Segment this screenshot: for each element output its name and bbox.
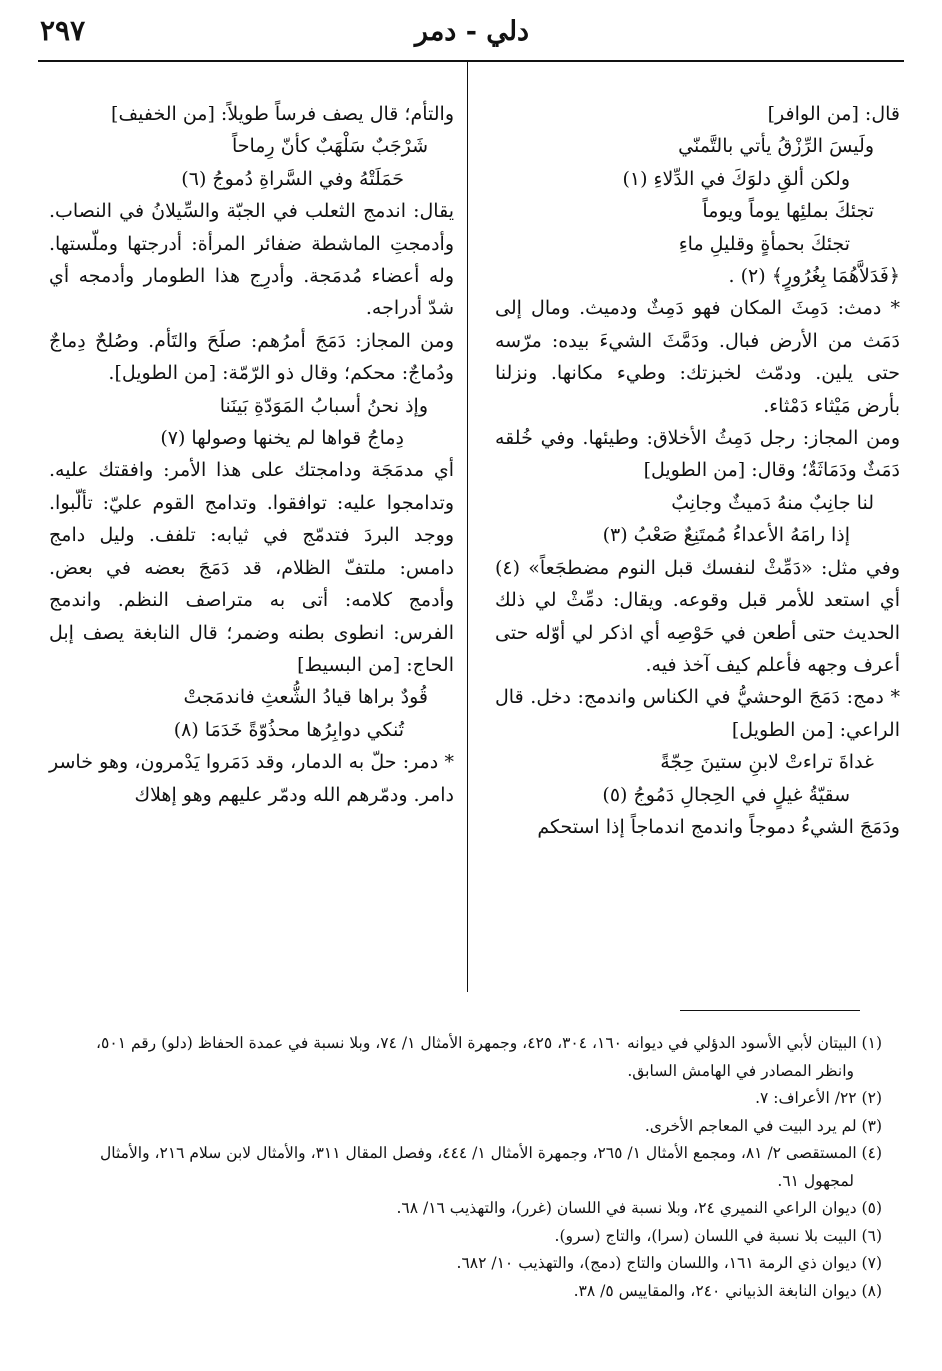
paragraph: ومن المجاز: رجل دَمِثُ الأخلاق: وطيئها. وفي خُلقه دَمَثٌ ودَمَاثَةٌ؛ وقال: [من الطويل] [495, 427, 900, 482]
paragraph: والتأم؛ قال يصف فرساً طويلاً: [من الخفيف] [111, 103, 454, 125]
verse-line: إذا رامَهُ الأعداءُ مُمتَنِعٌ صَعْبُ (٣) [602, 524, 850, 547]
left-column [49, 98, 454, 811]
paragraph: قال: [من الوافر] [767, 103, 900, 125]
paragraph: ومن المجاز: دَمَجَ أمرُهم: صلَحَ والتَأم. وصُلحٌ دِماجٌ ودُماجٌ: محكم؛ وقال ذو الرّمّة: [من الطويل]. [49, 329, 454, 385]
verse-line: لنا جانِبٌ منهُ دَميثٌ وجانِبٌ [671, 491, 874, 514]
footnote: (٣) لم يرد البيت في المعاجم الأخرى. [644, 1116, 882, 1135]
footnote: (٥) ديوان الراعي النميري ٢٤، وبلا نسبة في اللسان (غرر)، والتهذيب ١٦/ ٦٨. [396, 1199, 882, 1217]
entry-damar: * دمر: حلّ به الدمار، وقد دَمَروا يَدْمرون، وهو خاسر دامر. ودمّرهم الله ودمّر عليهم وهو إهلاك [49, 751, 454, 806]
header-rule [38, 60, 904, 62]
entry-damath: * دمث: دَمِثَ المكان فهو دَمِثٌ ودميث. ومال إلى دَمَث من الأرض فبال. ودَمَّثَ الشيءَ بيده: مرّسه حتى يلين. ودمّث لخبزتك: وطيء مكانها. ونزلنا بأرض مَيْثاء دَمْثاء. [495, 297, 900, 417]
verse-line: ولَيسَ الرِّزْقُ يأتي بالتَّمنّي [678, 135, 874, 158]
running-head: دلي - دمر [414, 16, 530, 47]
verse-line: دِماجُ قواها لم يخنها وصولها (٧) [160, 427, 404, 450]
paragraph: يقال: اندمج الثعلب في الجبّة والسِّيلانُ في النصاب. وأدمجتِ الماشطة ضفائر المرأة: أدرجتها وملّستها. وله أعضاء مُدمَجة. وأدرِج هذا الطومار وأدمجه أي شدّ أدراجه. [49, 200, 454, 320]
page-number: ٢٩٧ [40, 14, 86, 47]
verse-line: حَمَلَتْهُ وفي السَّراةِ دُموجُ (٦) [181, 167, 404, 190]
verse-line: تجئكَ بملئِها يوماً ويوماً [702, 200, 874, 223]
verse-line: وإذ نحنُ أسبابُ المَوَدّةِ بَينَنا [219, 394, 428, 417]
verse-line: شَرْجَبٌ سَلْهَبٌ كأنّ رِماحاً [231, 135, 428, 158]
quran-quote: ﴿فَدَلاَّهُمَا بِغُرُورٍ﴾ (٢) . [728, 265, 900, 288]
footnote: (١) البيتان لأبي الأسود الدؤلي في ديوانه ١٦٠، ٣٠٤، ٤٢٥، وجمهرة الأمثال ١/ ٧٤، وبلا نسبة في عمدة الحفاظ (دلو) رقم ٥٠١، وانظر المصادر في الهامش السابق. [96, 1034, 882, 1080]
footnote: (٦) البيت بلا نسبة في اللسان (سرا)، والتاج (سرو). [554, 1226, 882, 1245]
footnote: (٧) ديوان ذي الرمة ١٦١، واللسان والتاج (دمج)، والتهذيب ١٠/ ٦٨٢. [456, 1254, 882, 1272]
entry-damaj: * دمج: دَمَجَ الوحشيُّ في الكناس واندمج: دخل. قال الراعي: [من الطويل] [495, 686, 900, 741]
footnote: (٢) ٢٢/ الأعراف: ٧. [755, 1089, 882, 1107]
footnote: (٨) ديوان النابغة الذبياني ٢٤٠، والمقاييس ٥/ ٣٨. [573, 1281, 882, 1300]
verse-line: غداةَ تراءتْ لابنِ ستينَ حِجّةً [660, 751, 874, 774]
paragraph: ودَمَجَ الشيءُ دموجاً واندمج اندماجاً إذا استحكم [537, 815, 900, 838]
right-column [495, 98, 900, 843]
paragraph: وفي مثل: «دَمِّثْ لنفسك قبل النوم مضطجَعاً» (٤) أي استعد للأمر قبل وقوعه. ويقال: دمِّثْ لي ذلك الحديث حتى أطعن في حَوْصِه أي اذكر لي أوّله حتى أعرف وجهه فأعلم كيف آخذ فيه. [495, 556, 900, 676]
verse-line: تجئكَ بحمأةٍ وقليلِ ماءِ [678, 232, 850, 255]
footnotes [62, 1030, 882, 1305]
verse-line: ولكن ألقِ دلوَكَ في الدِّلاءِ (١) [622, 167, 850, 190]
column-divider [467, 62, 468, 992]
footnote-rule [680, 1010, 860, 1011]
page-header [40, 14, 904, 54]
paragraph: أي مدمَجَة ودامجتك على هذا الأمر: وافقتك عليه. وتدامجوا عليه: توافقوا. وتدامج القوم عليّ: تألّبوا. ووجد البردَ فتدمّج في ثيابه: تلفف. وليل دامج دامس: ملتفّ الظلام، قد دَمَجَ بعضه في بعض. وأدمج كلامه: أتى به متراصف النظم. واندمج الفرس: انطوى بطنه وضمر؛ قال النابغة يصف إبل الحاج: [من البسيط] [49, 459, 454, 676]
footnote: (٤) المستقصى ٢/ ٨١، ومجمع الأمثال ١/ ٢٦٥، وجمهرة الأمثال ١/ ٤٤٤، وفصل المقال ٣١١، والأمثال لابن سلام ٢١٦، والأمثال لمجهول ٦١. [99, 1144, 882, 1190]
verse-line: قُودٌ براها قيادُ الشُّعثِ فاندمَجتْ [183, 686, 428, 709]
verse-line: سقيّةُ غيلٍ في الحِجالِ دَمُوجُ (٥) [602, 783, 850, 806]
verse-line: تُنكي دوابِرُها محذُوّةً خَدَمَا (٨) [173, 718, 404, 741]
